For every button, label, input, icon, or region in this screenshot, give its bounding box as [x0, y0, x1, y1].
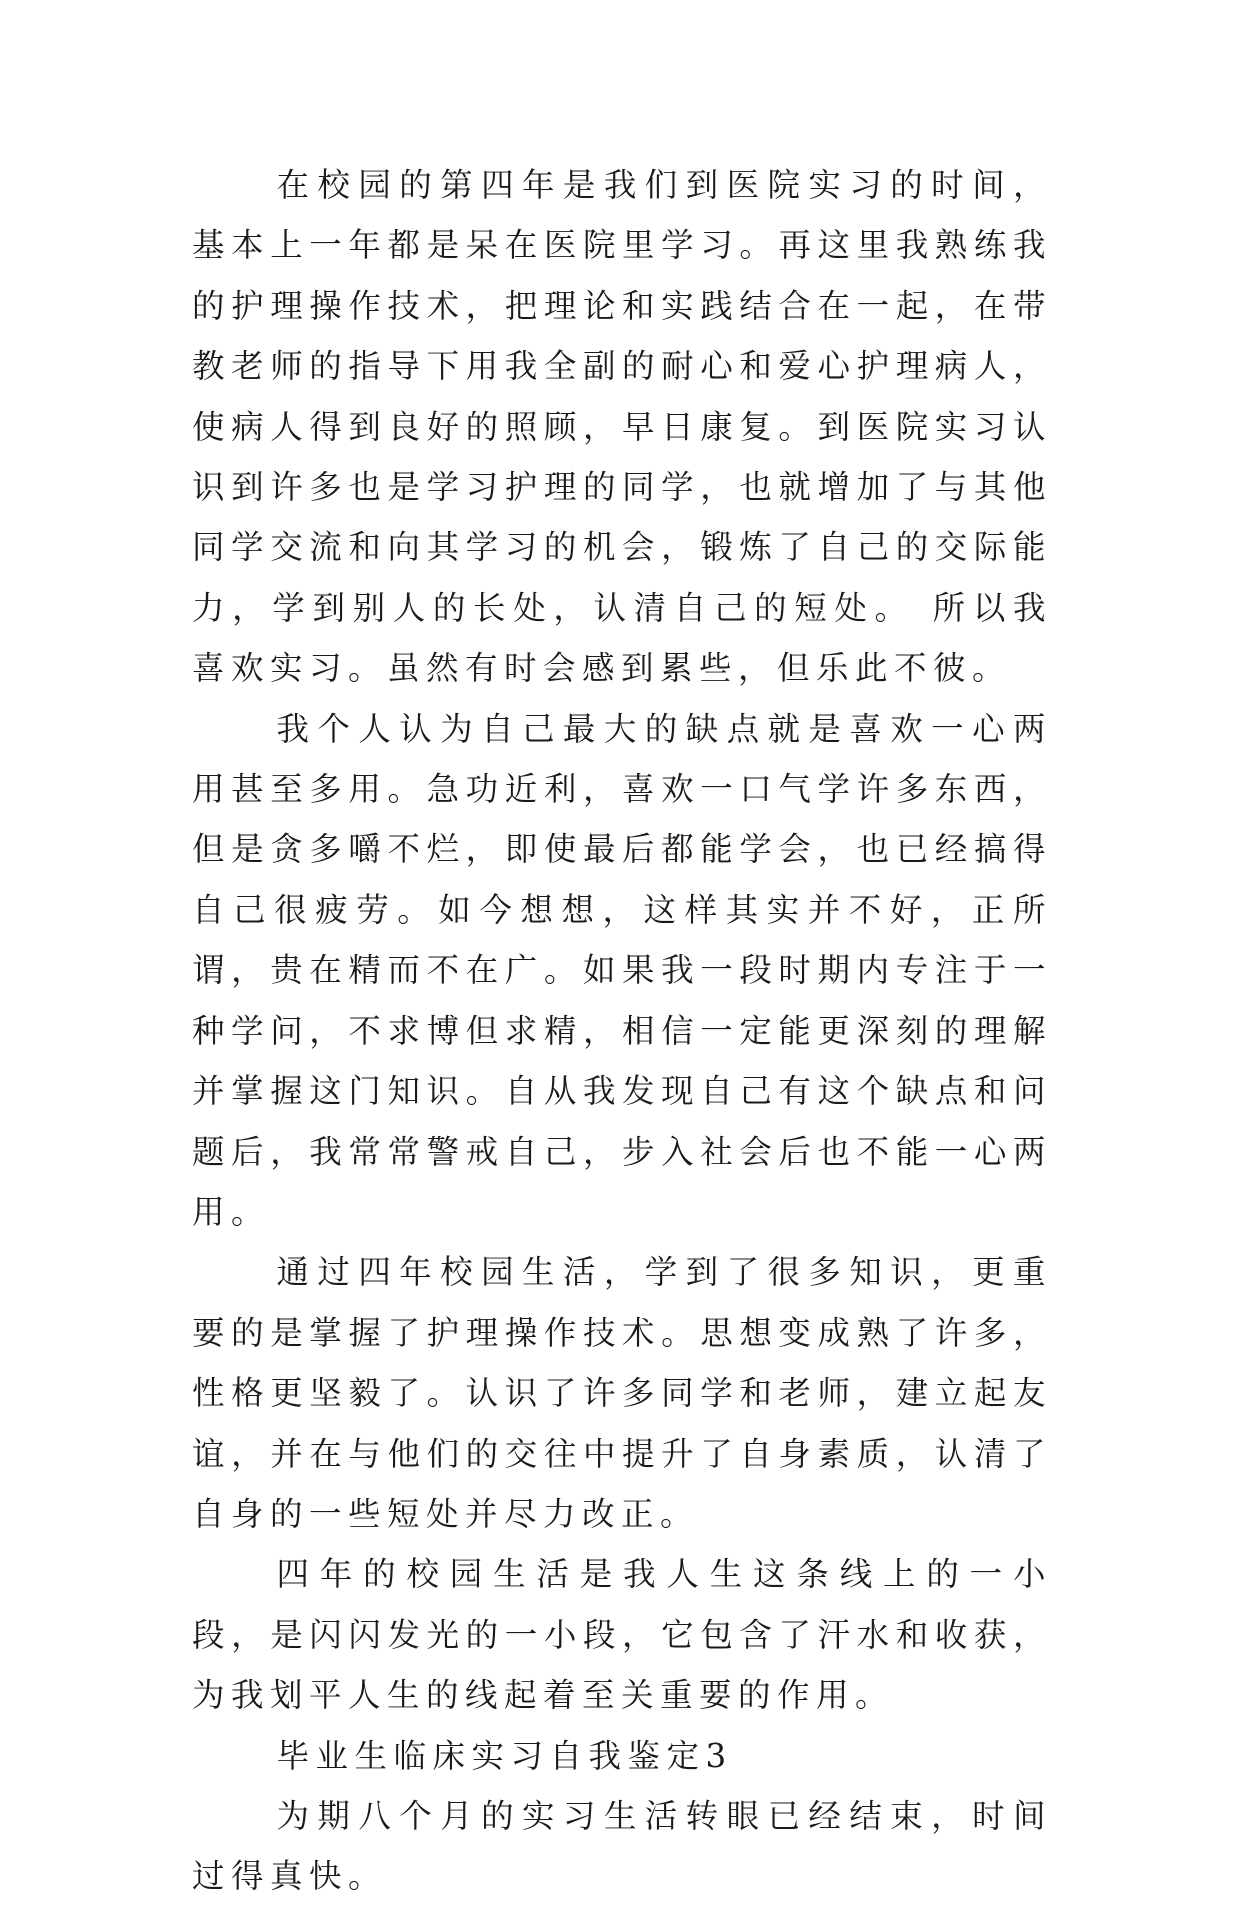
paragraph-internship-ended: 为期八个月的实习生活转眼已经结束，时间过得真快。	[192, 1796, 1052, 1896]
paragraph-personal-shortcoming: 我个人认为自己最大的缺点就是喜欢一心两用甚至多用。急功近利，喜欢一口气学许多东西，但是贪多嚼不烂，即使最后都能学会，也已经搞得自己很疲劳。如今想想，这样其实并不好，正所谓，贵在精而不在广。如果我一段时期内专注于一种学问，不求博但求精，相信一定能更深刻的理解并掌握这门知识。自从我发现自己有这个缺点和问题后，我常常警戒自己，步入社会后也不能一心两用。	[192, 709, 1052, 1231]
paragraph-campus-gains: 通过四年校园生活，学到了很多知识，更重要的是掌握了护理操作技术。思想变成熟了许多，性格更坚毅了。认识了许多同学和老师，建立起友谊，并在与他们的交往中提升了自身素质，认清了自身的一些短处并尽力改正。	[192, 1253, 1052, 1533]
section-heading: 毕业生临床实习自我鉴定3	[276, 1736, 733, 1775]
document-body	[192, 155, 1052, 1907]
paragraph-campus-life-summary: 四年的校园生活是我人生这条线上的一小段，是闪闪发光的一小段，它包含了汗水和收获，为我划平人生的线起着至关重要的作用。	[192, 1555, 1052, 1715]
paragraph-hospital-internship: 在校园的第四年是我们到医院实习的时间，基本上一年都是呆在医院里学习。再这里我熟练我的护理操作技术，把理论和实践结合在一起，在带教老师的指导下用我全副的耐心和爱心护理病人，使病人得到良好的照顾，早日康复。到医院实习认识到许多也是学习护理的同学，也就增加了与其他同学交流和向其学习的机会，锻炼了自己的交际能力，学到别人的长处，认清自己的短处。 所以我喜欢实习。虽然有时会感到累些，但乐此不彼。	[192, 166, 1052, 688]
